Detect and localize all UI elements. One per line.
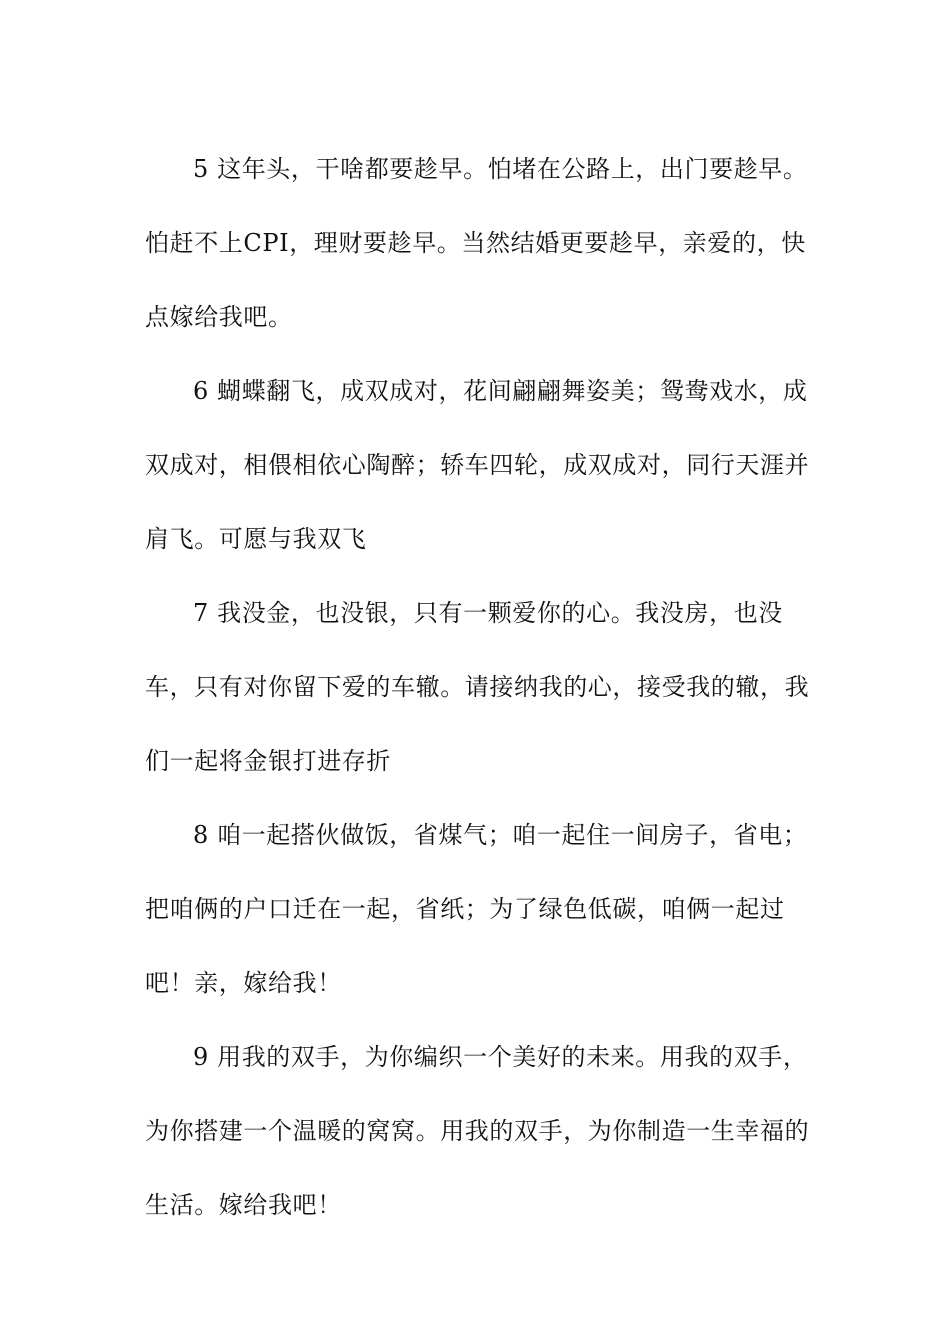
- paragraph-6: 6 蝴蝶翻飞，成双成对，花间翩翩舞姿美；鸳鸯戏水，成双成对，相偎相依心陶醉；轿车四轮，成双成对，同行天涯并肩飞。可愿与我双飞: [145, 377, 810, 553]
- paragraph-9: 9 用我的双手，为你编织一个美好的未来。用我的双手，为你搭建一个温暖的窝窝。用我的双手，为你制造一生幸福的生活。嫁给我吧！: [145, 1043, 810, 1219]
- paragraph-8: 8 咱一起搭伙做饭，省煤气；咱一起住一间房子，省电；把咱俩的户口迁在一起，省纸；为了绿色低碳，咱俩一起过吧！亲，嫁给我！: [145, 821, 808, 997]
- paragraph-5: 5 这年头，干啥都要趁早。怕堵在公路上，出门要趁早。怕赶不上CPI，理财要趁早。当然结婚更要趁早，亲爱的，快点嫁给我吧。: [145, 155, 808, 331]
- document-body: [145, 132, 815, 1242]
- paragraph-7: 7 我没金，也没银，只有一颗爱你的心。我没房，也没车，只有对你留下爱的车辙。请接纳我的心，接受我的辙，我们一起将金银打进存折: [145, 599, 810, 775]
